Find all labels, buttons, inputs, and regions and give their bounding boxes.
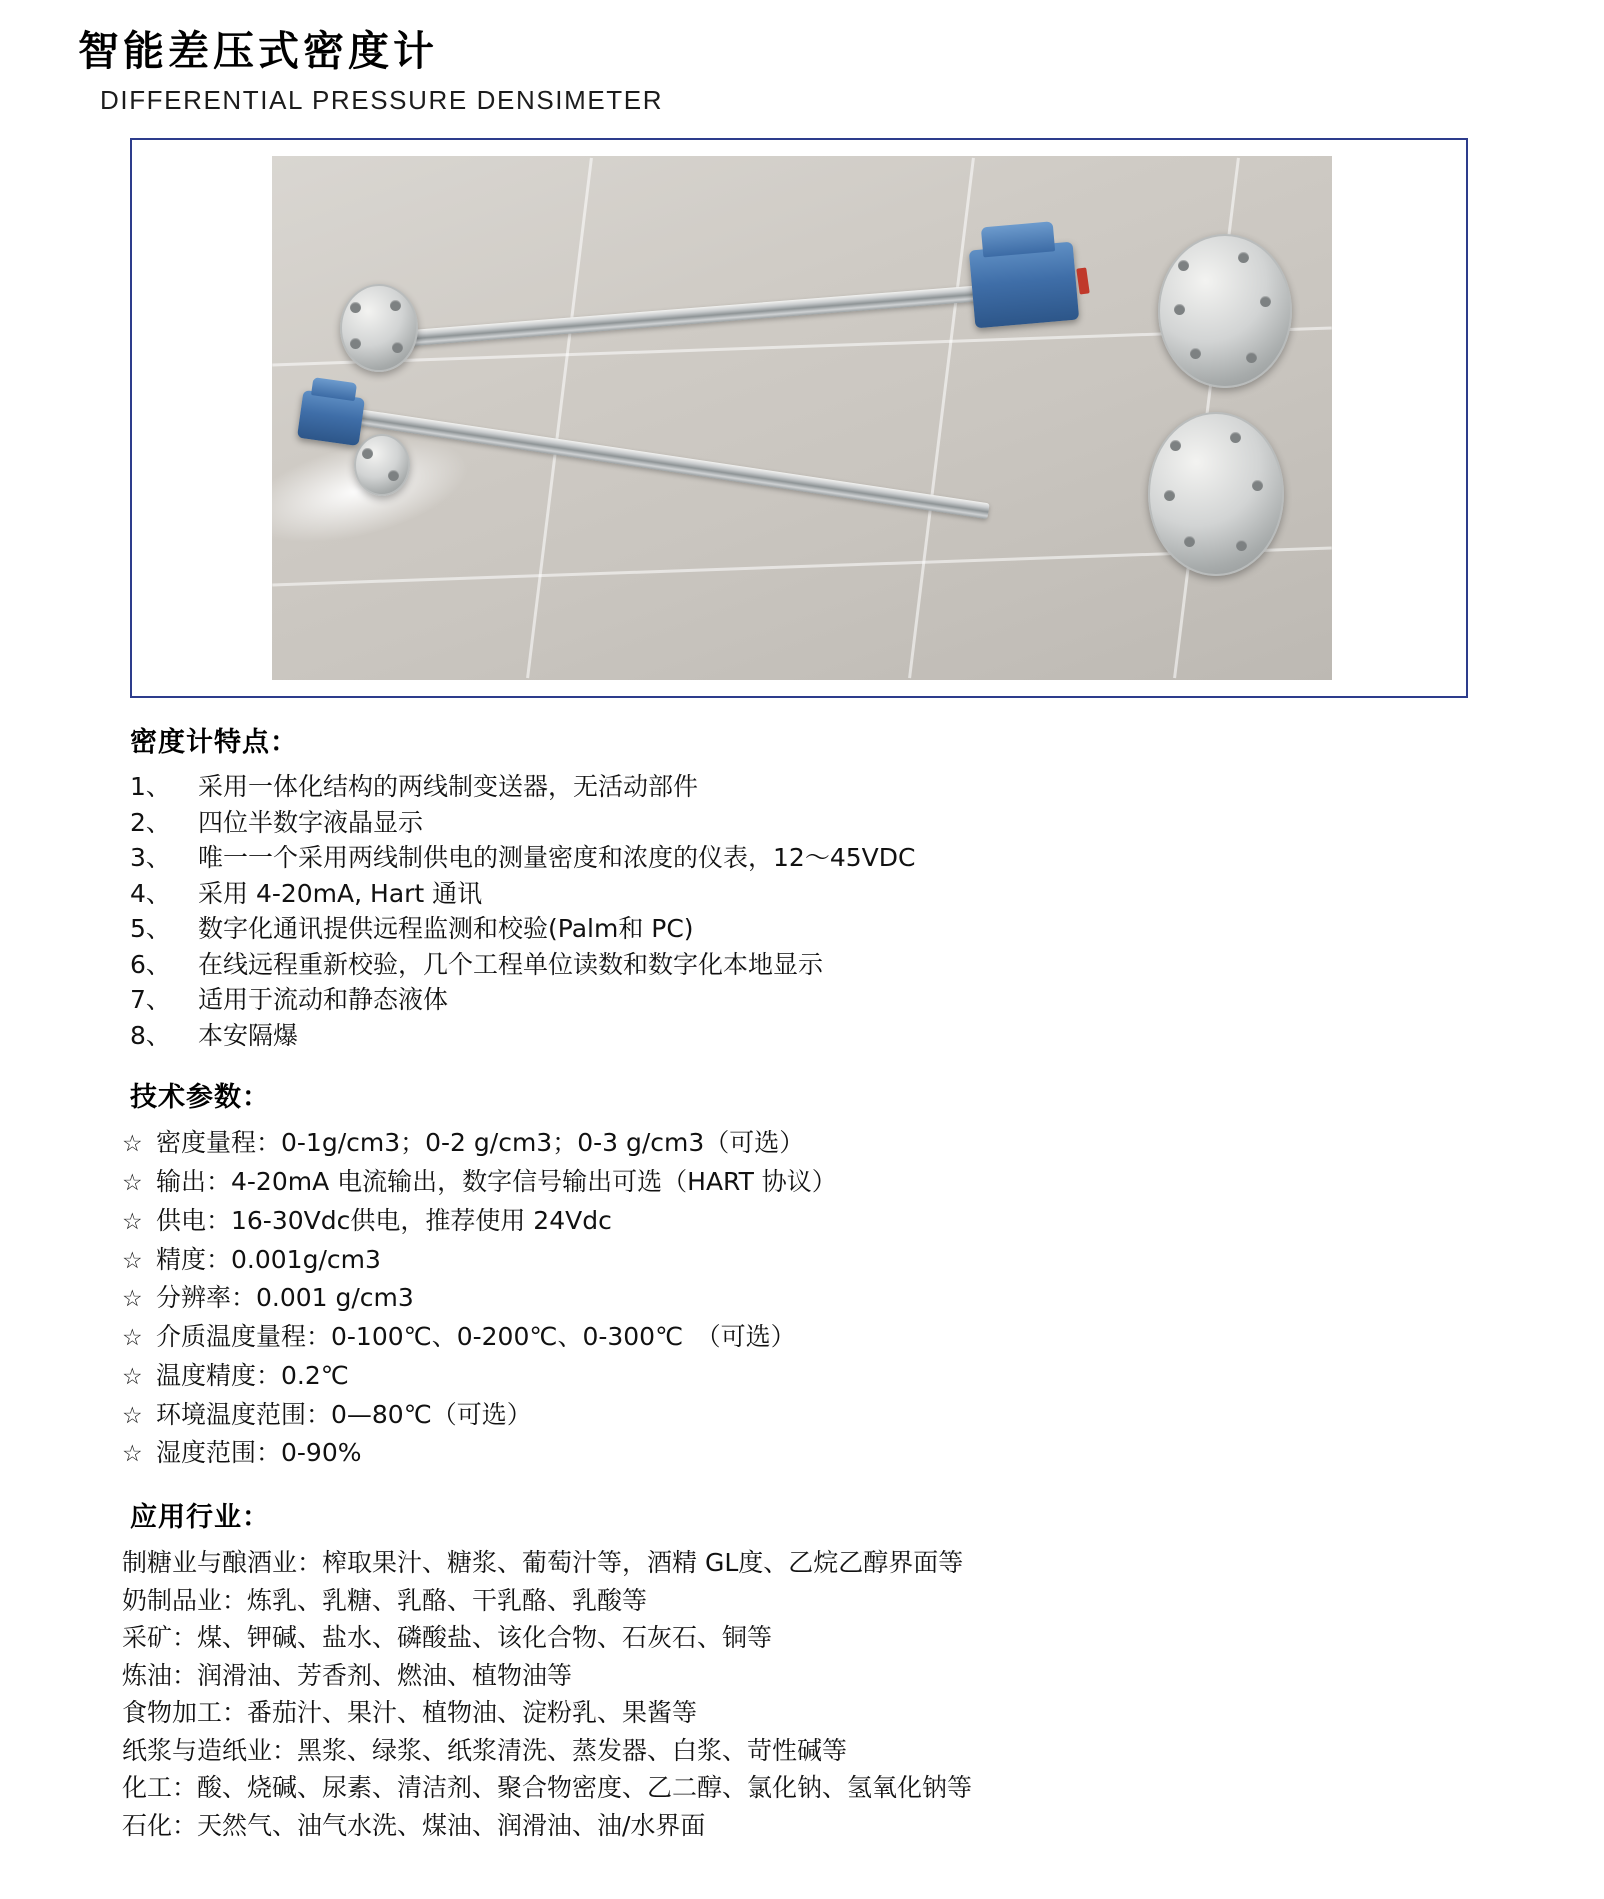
- star-icon: ☆: [122, 1325, 143, 1351]
- star-icon: ☆: [122, 1441, 143, 1468]
- page-title-en: DIFFERENTIAL PRESSURE DENSIMETER: [100, 85, 664, 116]
- document-header: [0, 0, 1604, 116]
- flange-large-lower: [1148, 412, 1284, 576]
- list-item-number: 3、: [130, 843, 171, 873]
- list-item: [130, 805, 1604, 841]
- list-item-text: 温度精度：0.2℃: [156, 1360, 349, 1390]
- list-item-number: 4、: [130, 878, 171, 908]
- list-item: [130, 982, 1604, 1018]
- list-item: [122, 1163, 1604, 1202]
- star-icon: ☆: [122, 1286, 143, 1313]
- star-icon: ☆: [122, 1208, 143, 1235]
- star-icon: ☆: [122, 1363, 143, 1390]
- star-icon: ☆: [122, 1170, 143, 1196]
- list-item: [122, 1279, 1604, 1318]
- list-item: [130, 876, 1604, 912]
- list-item: [122, 1124, 1604, 1163]
- list-item: 炼油：润滑油、芳香剂、燃油、植物油等: [122, 1660, 573, 1690]
- list-item-text: 介质温度量程：0-100℃、0-200℃、0-300℃ （可选）: [156, 1322, 796, 1351]
- list-item: 石化：天然气、油气水洗、煤油、润滑油、油/水界面: [122, 1810, 706, 1840]
- list-item-number: 7、: [130, 985, 171, 1015]
- list-item-text: 湿度范围：0-90%: [156, 1438, 362, 1468]
- list-item: [122, 1241, 1604, 1280]
- flange-small-lower: [354, 434, 410, 496]
- list-item-number: 2、: [130, 807, 171, 837]
- list-item-text: 本安隔爆: [198, 1020, 299, 1050]
- list-item: [122, 1434, 1604, 1473]
- list-item-text: 精度：0.001g/cm3: [156, 1244, 381, 1274]
- applications-heading: 应用行业：: [130, 1502, 270, 1533]
- features-list: [130, 769, 1604, 1053]
- list-item-number: 5、: [130, 914, 171, 944]
- product-image-frame: [130, 138, 1468, 698]
- list-item: 奶制品业：炼乳、乳糖、乳酪、干乳酪、乳酸等: [122, 1585, 648, 1615]
- applications-list: [122, 1544, 1604, 1844]
- list-item: 采矿：煤、钾碱、盐水、磷酸盐、该化合物、石灰石、铜等: [122, 1623, 773, 1652]
- transmitter-upper: [969, 242, 1079, 329]
- list-item-text: 环境温度范围：0—80℃（可选）: [156, 1399, 532, 1429]
- flange-large-upper: [1158, 234, 1292, 388]
- list-item: 纸浆与造纸业：黑浆、绿浆、纸浆清洗、蒸发器、白浆、苛性碱等: [122, 1735, 848, 1765]
- list-item: [122, 1357, 1604, 1396]
- list-item-text: 四位半数字液晶显示: [198, 807, 424, 837]
- list-item-text: 采用 4-20mA, Hart 通讯: [198, 878, 483, 908]
- specs-heading: 技术参数：: [130, 1082, 270, 1114]
- product-photo: [272, 156, 1332, 680]
- list-item-text: 数字化通讯提供远程监测和校验(Palm和 PC): [198, 914, 694, 944]
- list-item-text: 供电：16-30Vdc供电，推荐使用 24Vdc: [156, 1205, 612, 1235]
- list-item-text: 分辨率：0.001 g/cm3: [156, 1283, 414, 1313]
- list-item-text: 输出：4-20mA 电流输出，数字信号输出可选（HART 协议）: [156, 1167, 837, 1196]
- probe-rod-upper: [392, 281, 1041, 348]
- list-item: [130, 840, 1604, 876]
- star-icon: ☆: [122, 1131, 143, 1158]
- list-item-number: 6、: [130, 949, 171, 979]
- list-item-text: 唯一一个采用两线制供电的测量密度和浓度的仪表，12～45VDC: [198, 843, 916, 873]
- list-item-number: 1、: [130, 772, 171, 802]
- transmitter-cap: [311, 377, 357, 401]
- list-item-number: 8、: [130, 1020, 171, 1050]
- star-icon: ☆: [122, 1247, 143, 1274]
- list-item-text: 密度量程：0-1g/cm3；0-2 g/cm3；0-3 g/cm3（可选）: [156, 1128, 805, 1158]
- floor-line: [526, 158, 593, 678]
- list-item: [122, 1318, 1604, 1357]
- red-marker: [1076, 268, 1090, 295]
- list-item: 食物加工：番茄汁、果汁、植物油、淀粉乳、果酱等: [122, 1698, 698, 1727]
- list-item-text: 采用一体化结构的两线制变送器，无活动部件: [198, 772, 699, 802]
- list-item: [130, 947, 1604, 983]
- features-heading: 密度计特点：: [130, 727, 298, 759]
- flange-small-upper: [340, 284, 418, 372]
- list-item-text: 在线远程重新校验，几个工程单位读数和数字化本地显示: [198, 949, 824, 979]
- list-item: [130, 769, 1604, 805]
- transmitter-cap: [981, 222, 1055, 258]
- transmitter-lower: [297, 390, 365, 446]
- star-icon: ☆: [122, 1402, 143, 1429]
- list-item: [130, 1018, 1604, 1054]
- page-title-cn: 智能差压式密度计: [78, 27, 438, 75]
- floor-line: [908, 158, 975, 678]
- list-item: [122, 1396, 1604, 1435]
- list-item: [130, 911, 1604, 947]
- list-item-text: 适用于流动和静态液体: [198, 985, 449, 1015]
- list-item: 制糖业与酿酒业：榨取果汁、糖浆、葡萄汁等，酒精 GL度、乙烷乙醇界面等: [122, 1548, 964, 1577]
- list-item: [122, 1202, 1604, 1241]
- list-item: 化工：酸、烧碱、尿素、清洁剂、聚合物密度、乙二醇、氯化钠、氢氧化钠等: [122, 1773, 973, 1802]
- specs-list: [122, 1124, 1604, 1473]
